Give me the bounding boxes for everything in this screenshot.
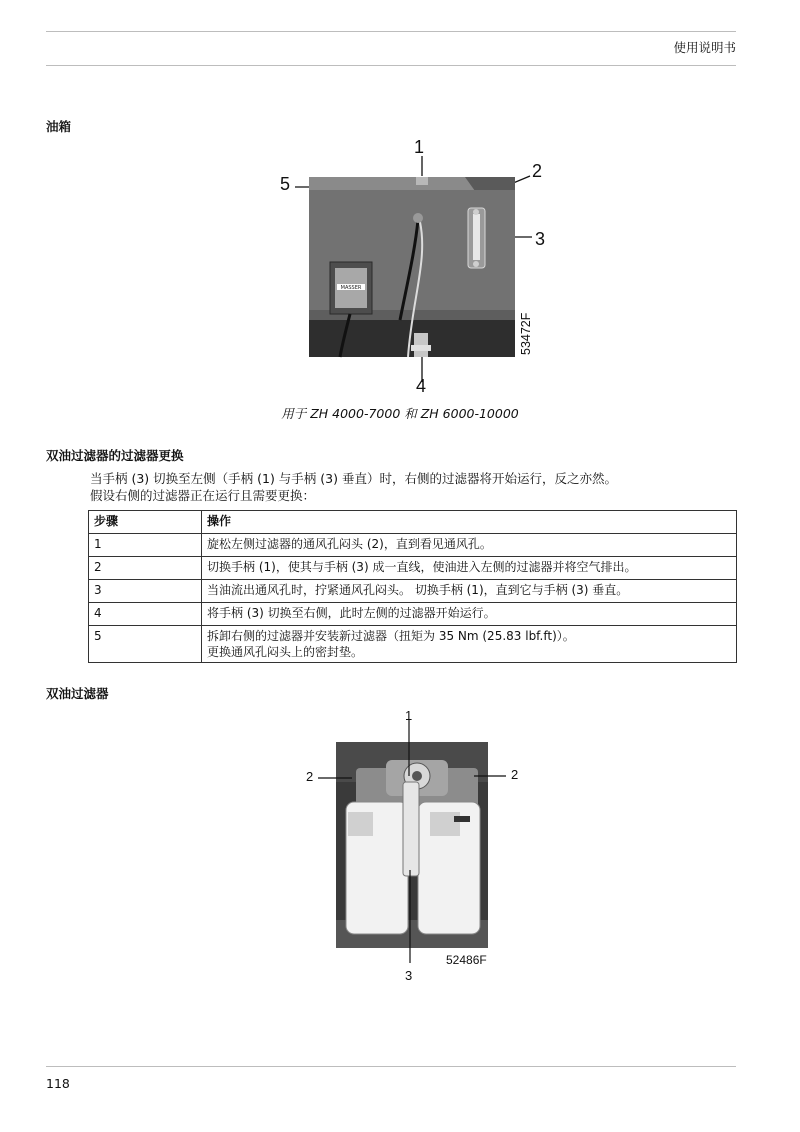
page-number: 118 (46, 1076, 70, 1091)
figure-code-52486F: 52486F (446, 953, 487, 967)
filter-callout-2-right: 2 (511, 767, 519, 782)
step-number: 3 (89, 580, 202, 603)
step-number: 4 (89, 603, 202, 626)
step-number: 5 (89, 626, 202, 663)
header-top-rule (46, 31, 736, 32)
step-action: 旋松左侧过滤器的通风孔闷头 (2)，直到看见通风孔。 (202, 534, 737, 557)
table-row (89, 603, 737, 626)
table-header-row (89, 511, 737, 534)
column-header-step: 步骤 (89, 511, 202, 534)
step-action: 将手柄 (3) 切换至右侧，此时左侧的过滤器开始运行。 (202, 603, 737, 626)
figure-code-53472F: 53472F (519, 312, 533, 355)
callout-4: 4 (416, 376, 427, 396)
figure-caption-oil-tank: 用于 ZH 4000-7000 和 ZH 6000-10000 (281, 406, 519, 421)
replacement-steps-table (88, 510, 737, 663)
step-action-line-1: 拆卸右侧的过滤器并安装新过滤器（扭矩为 35 Nm (25.83 lbf.ft)）。 (207, 629, 575, 643)
document-title: 使用说明书 (673, 40, 736, 55)
table-row (89, 626, 737, 663)
column-header-action: 操作 (202, 511, 737, 534)
filter-callout-1: 1 (405, 708, 413, 723)
oil-tank-photo (280, 150, 550, 385)
section-heading-filter-replacement: 双油过滤器的过滤器更换 (46, 448, 184, 463)
filter-callout-3: 3 (405, 968, 413, 983)
footer-rule (46, 1066, 736, 1067)
callout-5: 5 (280, 174, 291, 194)
header-bottom-rule (46, 65, 736, 66)
table-row (89, 557, 737, 580)
step-number: 1 (89, 534, 202, 557)
callout-2: 2 (532, 161, 543, 181)
step-action-line-2: 更换通风孔闷头上的密封垫。 (207, 645, 364, 659)
assumption-paragraph: 假设右侧的过滤器正在运行且需要更换： (90, 488, 316, 503)
gauge-device-label: MASSER (340, 285, 362, 291)
step-number: 2 (89, 557, 202, 580)
intro-paragraph: 当手柄 (3) 切换至左侧（手柄 (1) 与手柄 (3) 垂直）时，右侧的过滤器将开始运行，反之亦然。 (90, 471, 617, 486)
section-heading-dual-oil-filter: 双油过滤器 (46, 686, 109, 701)
step-action: 当油流出通风孔时，拧紧通风孔闷头。 切换手柄 (1)，直到它与手柄 (3) 垂直。 (202, 580, 737, 603)
callout-3: 3 (535, 229, 546, 249)
filter-callout-2-left: 2 (306, 769, 314, 784)
dual-oil-filter-photo (318, 720, 518, 975)
step-action: 切换手柄 (1)，使其与手柄 (3) 成一直线，使油进入左侧的过滤器并将空气排出。 (202, 557, 737, 580)
table-row (89, 534, 737, 557)
step-action (202, 626, 737, 663)
callout-1: 1 (414, 137, 425, 157)
table-row (89, 580, 737, 603)
section-heading-oil-tank: 油箱 (46, 119, 72, 134)
